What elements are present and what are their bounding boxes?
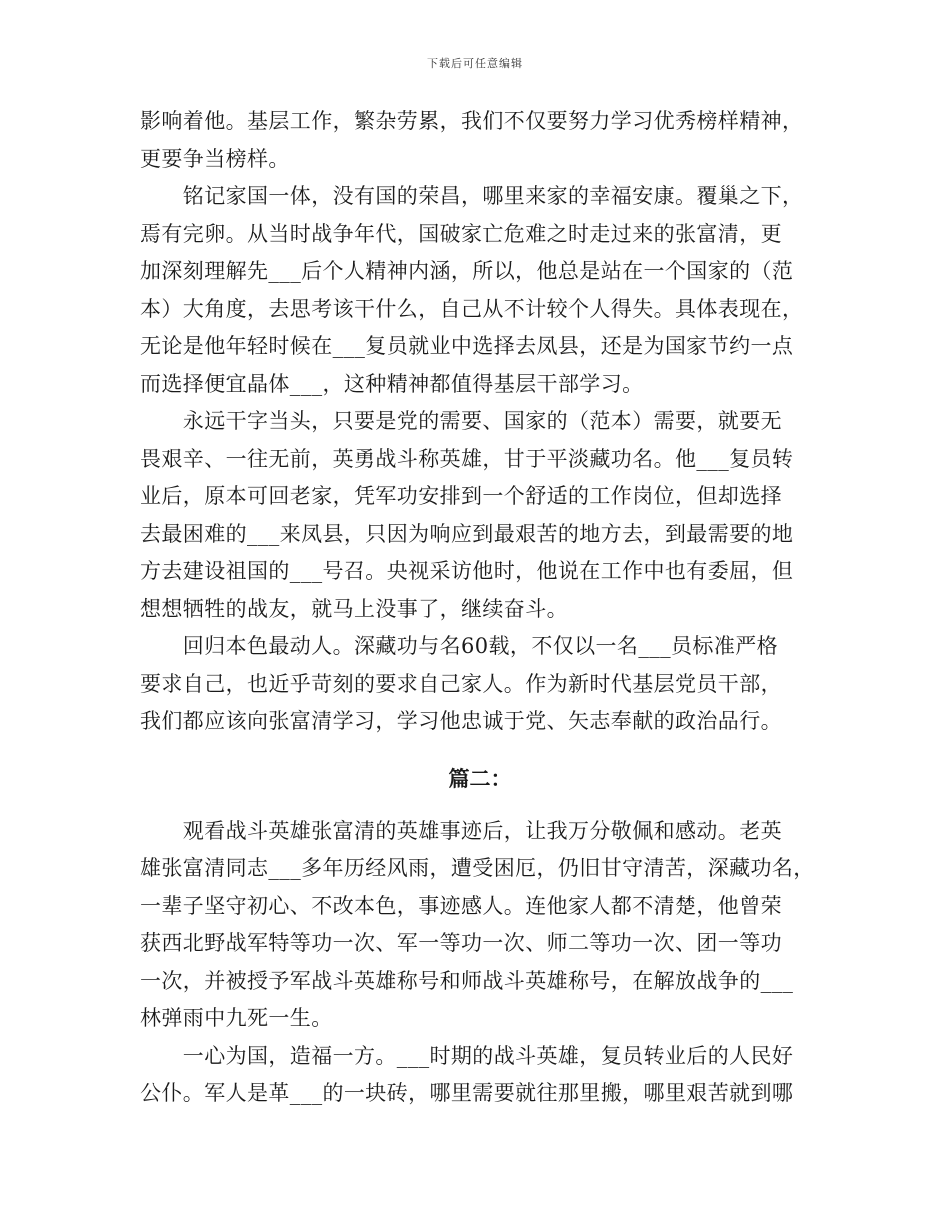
section-title: 篇二： <box>448 765 512 791</box>
body-line: 去最困难的___来凤县，只因为响应到最艰苦的地方去，到最需要的地 <box>140 521 794 546</box>
body-line: 一辈子坚守初心、不改本色，事迹感人。连他家人都不清楚，他曾荣 <box>140 893 782 918</box>
body-line: 林弹雨中九死一生。 <box>140 1006 333 1030</box>
body-line: 永远干字当头，只要是党的需要、国家的（范本）需要，就要无 <box>140 409 782 433</box>
body-line: 获西北野战军特等功一次、军一等功一次、师二等功一次、团一等功 <box>140 931 782 955</box>
body-line: 雄张富清同志___多年历经风雨，遭受困厄，仍旧甘守清苦，深藏功名， <box>140 856 815 880</box>
header-note: 下载后可任意编辑 <box>427 57 523 70</box>
body-line: 更要争当榜样。 <box>140 146 290 171</box>
body-line: 要求自己，也近乎苛刻的要求自己家人。作为新时代基层党员干部， <box>140 671 782 696</box>
body-line: 业后，原本可回老家，凭军功安排到一个舒适的工作岗位，但却选择 <box>140 484 782 508</box>
body-line: 本）大角度，去思考该干什么，自己从不计较个人得失。具体表现在， <box>140 296 804 321</box>
body-line: 想想牺牲的战友，就马上没事了，继续奋斗。 <box>140 596 568 621</box>
body-line: 我们都应该向张富清学习，学习他忠诚于党、矢志奉献的政治品行。 <box>140 709 782 733</box>
body-line: 焉有完卵。从当时战争年代，国破家亡危难之时走过来的张富清，更 <box>140 221 782 246</box>
body-line: 畏艰辛、一往无前，英勇战斗称英雄，甘于平淡藏功名。他___复员转 <box>140 446 794 471</box>
body-line: 一次，并被授予军战斗英雄称号和师战斗英雄称号，在解放战争的___ <box>140 968 794 993</box>
body-line: 观看战斗英雄张富清的英雄事迹后，让我万分敬佩和感动。老英 <box>140 818 782 843</box>
body-line: 公仆。军人是革___的一块砖，哪里需要就往那里搬，哪里艰苦就到哪 <box>140 1081 794 1105</box>
body-line: 无论是他年轻时候在___复员就业中选择去凤县，还是为国家节约一点 <box>140 334 794 358</box>
body-line: 方去建设祖国的___号召。央视采访他时，他说在工作中也有委屈，但 <box>140 559 794 583</box>
body-line: 加深刻理解先___后个人精神内涵，所以，他总是站在一个国家的（范 <box>140 259 794 283</box>
document-body <box>140 103 820 1113</box>
body-line: 影响着他。基层工作，繁杂劳累，我们不仅要努力学习优秀榜样精神， <box>140 109 804 133</box>
body-line: 而选择便宜晶体___，这种精神都值得基层干部学习。 <box>140 371 644 396</box>
body-line: 回归本色最动人。深藏功与名60载，不仅以一名___员标准严格 <box>140 634 779 658</box>
body-line: 铭记家国一体，没有国的荣昌，哪里来家的幸福安康。覆巢之下， <box>140 184 804 208</box>
body-line: 一心为国，造福一方。___时期的战斗英雄，复员转业后的人民好 <box>140 1043 794 1068</box>
